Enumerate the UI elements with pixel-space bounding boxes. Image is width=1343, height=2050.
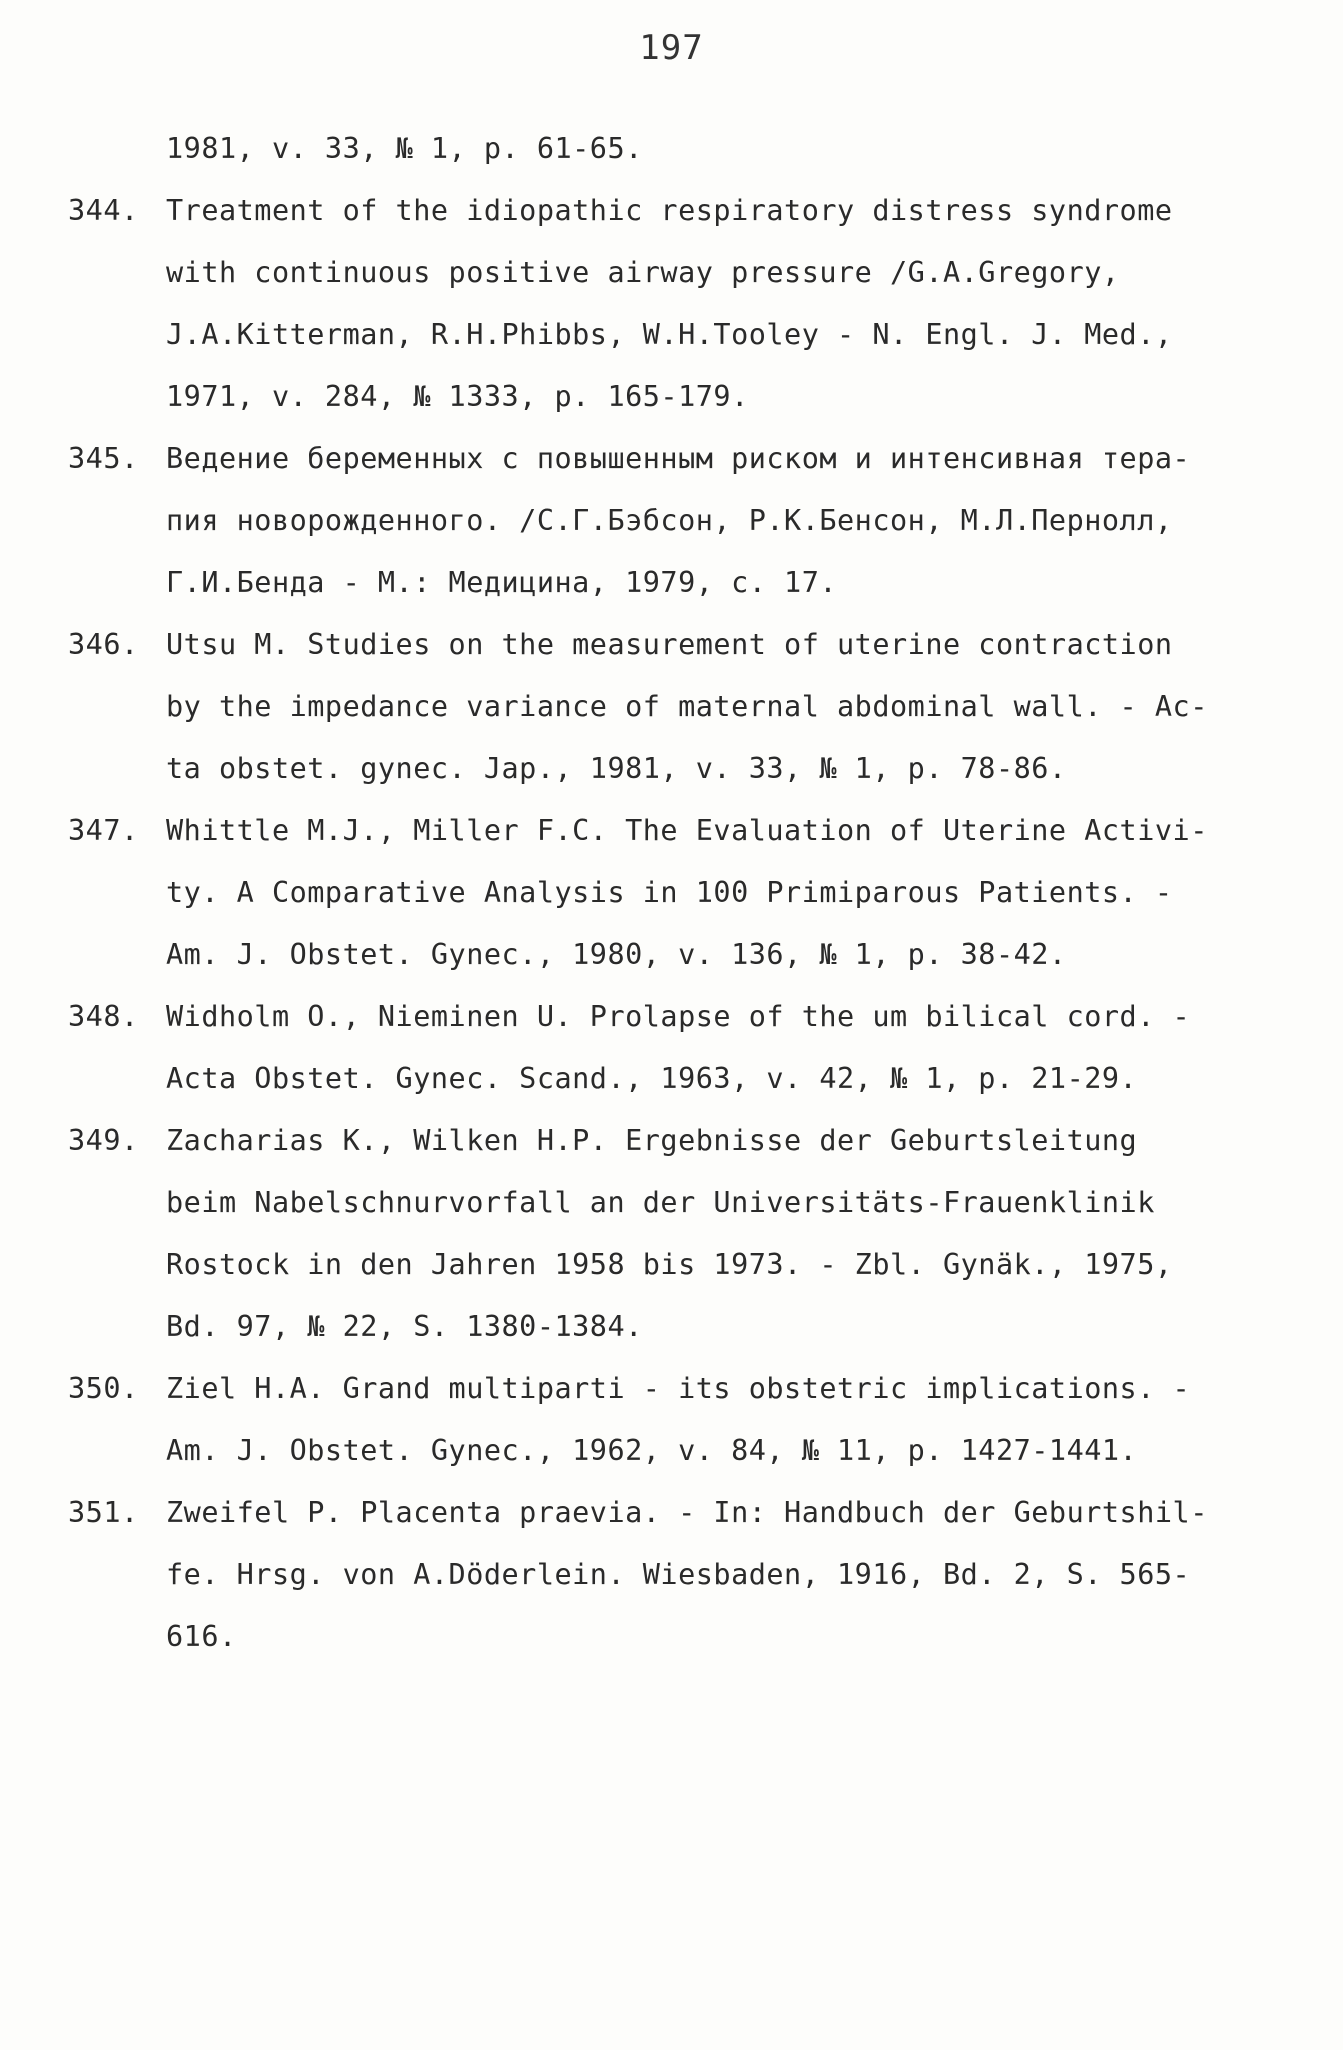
reference-line: fe. Hrsg. von A.Döderlein. Wiesbaden, 1916, Bd. 2, S. 565- xyxy=(166,1558,1191,1591)
reference-number: 344. xyxy=(68,194,139,227)
reference-line: beim Nabelschnurvorfall an der Universitäts-Frauenklinik xyxy=(166,1186,1155,1219)
reference-line: Widholm O., Nieminen U. Prolapse of the um bilical cord. - xyxy=(166,1000,1191,1033)
page-number: 197 xyxy=(639,28,704,68)
reference-entry-350 xyxy=(68,1358,1288,1482)
reference-line: 616. xyxy=(166,1620,237,1653)
reference-line: Acta Obstet. Gynec. Scand., 1963, v. 42, № 1, p. 21-29. xyxy=(166,1062,1138,1095)
reference-number: 348. xyxy=(68,1000,139,1033)
reference-number: 351. xyxy=(68,1496,139,1529)
continuation-line: 1981, v. 33, № 1, p. 61-65. xyxy=(166,132,643,165)
reference-line: Zacharias K., Wilken H.P. Ergebnisse der Geburtsleitung xyxy=(166,1124,1138,1157)
reference-entry-349 xyxy=(68,1110,1288,1358)
reference-number: 350. xyxy=(68,1372,139,1405)
reference-line: Bd. 97, № 22, S. 1380-1384. xyxy=(166,1310,643,1343)
reference-entry-346 xyxy=(68,614,1288,800)
reference-line: Treatment of the idiopathic respiratory distress syndrome xyxy=(166,194,1173,227)
reference-entry-344 xyxy=(68,180,1288,428)
reference-entry-348 xyxy=(68,986,1288,1110)
reference-line: Ziel H.A. Grand multiparti - its obstetric implications. - xyxy=(166,1372,1191,1405)
reference-line: Ведение беременных с повышенным риском и интенсивная тера- xyxy=(166,442,1191,475)
reference-entry-347 xyxy=(68,800,1288,986)
reference-list xyxy=(68,118,1288,1668)
reference-entry-351 xyxy=(68,1482,1288,1668)
reference-entry-345 xyxy=(68,428,1288,614)
reference-line: Zweifel P. Placenta praevia. - In: Handbuch der Geburtshil- xyxy=(166,1496,1208,1529)
reference-line: by the impedance variance of maternal abdominal wall. - Ac- xyxy=(166,690,1208,723)
reference-line: Am. J. Obstet. Gynec., 1962, v. 84, № 11, p. 1427-1441. xyxy=(166,1434,1138,1467)
reference-line: J.A.Kitterman, R.H.Phibbs, W.H.Tooley - N. Engl. J. Med., xyxy=(166,318,1173,351)
reference-line: Whittle M.J., Miller F.C. The Evaluation of Uterine Activi- xyxy=(166,814,1208,847)
reference-line: Utsu M. Studies on the measurement of uterine contraction xyxy=(166,628,1173,661)
reference-number: 346. xyxy=(68,628,139,661)
reference-number: 347. xyxy=(68,814,139,847)
reference-number: 345. xyxy=(68,442,139,475)
reference-line: Г.И.Бенда - М.: Медицина, 1979, с. 17. xyxy=(166,566,838,599)
reference-line: with continuous positive airway pressure /G.A.Gregory, xyxy=(166,256,1120,289)
reference-line: пия новорожденного. /С.Г.Бэбсон, Р.К.Бенсон, М.Л.Пернолл, xyxy=(166,504,1173,537)
reference-line: ty. A Comparative Analysis in 100 Primiparous Patients. - xyxy=(166,876,1173,909)
reference-line: ta obstet. gynec. Jap., 1981, v. 33, № 1, p. 78-86. xyxy=(166,752,1067,785)
reference-number: 349. xyxy=(68,1124,139,1157)
reference-line: 1971, v. 284, № 1333, p. 165-179. xyxy=(166,380,749,413)
reference-line: Rostock in den Jahren 1958 bis 1973. - Zbl. Gynäk., 1975, xyxy=(166,1248,1173,1281)
reference-line: Am. J. Obstet. Gynec., 1980, v. 136, № 1, p. 38-42. xyxy=(166,938,1067,971)
